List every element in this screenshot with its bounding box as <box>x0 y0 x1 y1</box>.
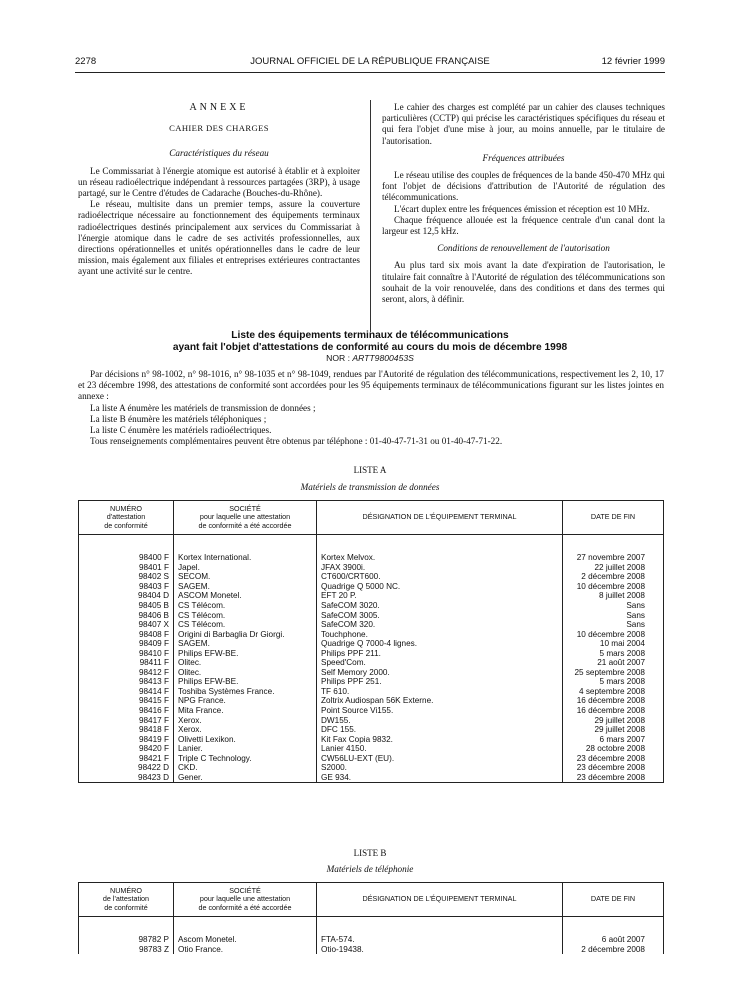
column-header-date: DATE DE FIN <box>563 883 664 917</box>
cell-numero: 98405 B <box>79 601 174 611</box>
liste-a-subheading: Matériels de transmission de données <box>300 482 440 492</box>
cell-date: 6 mars 2007 <box>563 735 664 745</box>
table-row <box>79 639 664 649</box>
cell-designation: Otio-19438. <box>317 945 563 955</box>
cell-numero: 98410 F <box>79 649 174 659</box>
cell-date: 2 décembre 2008 <box>563 572 664 582</box>
cell-societe: NPG France. <box>174 696 317 706</box>
cell-societe: Philips EFW-BE. <box>174 677 317 687</box>
column-header-numero: NUMÉRO d'attestation de conformité <box>79 501 174 535</box>
table-row <box>79 591 664 601</box>
cell-societe: CS Télécom. <box>174 601 317 611</box>
cell-numero: 98407 X <box>79 620 174 630</box>
cell-numero: 98420 F <box>79 744 174 754</box>
cell-societe: CKD. <box>174 763 317 773</box>
paragraph: Tous renseignements complémentaires peuvent être obtenus par téléphone : 01-40-47-71-31 ou 01-40-47-71-22. <box>90 436 503 447</box>
column-header-societe: SOCIÉTÉ pour laquelle une attestation de conformité a été accordée <box>174 883 317 917</box>
table-row <box>79 572 664 582</box>
cell-societe: Olitec. <box>174 668 317 678</box>
annexe-left-column <box>78 102 360 278</box>
cell-societe: Olivetti Lexikon. <box>174 735 317 745</box>
liste-a-table <box>78 500 664 783</box>
cell-date: Sans <box>563 611 664 621</box>
cell-date: 27 novembre 2007 <box>563 553 664 563</box>
cell-date: 23 décembre 2008 <box>563 763 664 773</box>
paragraph: La liste C énumère les matériels radioélectriques. <box>90 425 272 436</box>
cell-societe: Ascom Monetel. <box>174 935 317 945</box>
table-row <box>79 649 664 659</box>
cell-societe: Kortex International. <box>174 553 317 563</box>
cell-numero: 98412 F <box>79 668 174 678</box>
cell-societe: Mita France. <box>174 706 317 716</box>
annexe-right-column <box>382 102 665 305</box>
liste-b-table <box>78 882 664 954</box>
cell-date: 29 juillet 2008 <box>563 725 664 735</box>
table-row <box>79 620 664 630</box>
table-row <box>79 696 664 706</box>
cell-date: 5 mars 2008 <box>563 677 664 687</box>
cell-numero: 98418 F <box>79 725 174 735</box>
cell-numero: 98400 F <box>79 553 174 563</box>
cell-societe: SAGEM. <box>174 639 317 649</box>
column-header-societe: SOCIÉTÉ pour laquelle une attestation de conformité a été accordée <box>174 501 317 535</box>
cell-date: 10 décembre 2008 <box>563 630 664 640</box>
column-divider <box>370 100 371 332</box>
cell-designation: Philips PPF 251. <box>317 677 563 687</box>
table-row <box>79 611 664 621</box>
table-row <box>79 630 664 640</box>
cell-numero: 98413 F <box>79 677 174 687</box>
annexe-title: ANNEXE <box>189 102 249 113</box>
liste-b-subheading: Matériels de téléphonie <box>326 864 414 874</box>
cell-designation: DW155. <box>317 716 563 726</box>
table-row <box>79 945 664 955</box>
nor-label: NOR : <box>326 353 350 363</box>
cell-societe: Xerox. <box>174 716 317 726</box>
table-row <box>79 687 664 697</box>
section-heading: Caractéristiques du réseau <box>169 148 269 159</box>
cell-societe: Otio France. <box>174 945 317 955</box>
cell-societe: Japel. <box>174 563 317 573</box>
cell-numero: 98783 Z <box>79 945 174 955</box>
cell-designation: EFT 20 P. <box>317 591 563 601</box>
cell-date: 28 octobre 2008 <box>563 744 664 754</box>
cell-numero: 98422 D <box>79 763 174 773</box>
cell-designation: TF 610. <box>317 687 563 697</box>
annexe-subtitle: CAHIER DES CHARGES <box>169 123 269 134</box>
cell-numero: 98416 F <box>79 706 174 716</box>
cell-date: 10 décembre 2008 <box>563 582 664 592</box>
cell-numero: 98414 F <box>79 687 174 697</box>
table-row <box>79 553 664 563</box>
cell-designation: Self Memory 2000. <box>317 668 563 678</box>
cell-designation: Point Source Vi155. <box>317 706 563 716</box>
table-row <box>79 744 664 754</box>
cell-designation: Quadrige Q 7000-4 lignes. <box>317 639 563 649</box>
liste-title-line1: Liste des équipements terminaux de télécommunications <box>231 330 509 341</box>
cell-societe: Philips EFW-BE. <box>174 649 317 659</box>
cell-societe: SAGEM. <box>174 582 317 592</box>
page-header <box>75 56 665 70</box>
table-row <box>79 668 664 678</box>
table-header-row <box>79 501 664 535</box>
cell-date: 22 juillet 2008 <box>563 563 664 573</box>
cell-societe: Lanier. <box>174 744 317 754</box>
cell-designation: SafeCOM 3020. <box>317 601 563 611</box>
cell-designation: CW56LU-EXT (EU). <box>317 754 563 764</box>
table-header-row <box>79 883 664 917</box>
cell-numero: 98402 S <box>79 572 174 582</box>
paragraph: Le réseau utilise des couples de fréquences de la bande 450-470 MHz qui font l'objet de décisions d'attribution de l'Autorité de régulation des télécommunications. <box>382 170 665 203</box>
paragraph: La liste A énumère les matériels de transmission de données ; <box>90 402 316 413</box>
section-heading: Fréquences attribuées <box>482 152 565 163</box>
paragraph: La liste B énumère les matériels téléphoniques ; <box>90 413 267 424</box>
cell-designation: Philips PPF 211. <box>317 649 563 659</box>
table-row <box>79 563 664 573</box>
cell-designation: Quadrige Q 5000 NC. <box>317 582 563 592</box>
cell-date: 6 août 2007 <box>563 935 664 945</box>
paragraph: Le réseau, multisite dans un premier temps, assure la couverture radioélectrique nécessaire au fonctionnement des équipements terminaux radioélectriques destinés principalement aux services du Commissariat à l'énergie atomique dans le cadre de ses activités professionnelles, aux directions opérationnelles et unités opérationnelles dans le cadre de leur mission, mais également aux filiales et entreprises extérieures contractantes ayant une activité sur le centre. <box>78 199 360 277</box>
paragraph: Par décisions n° 98-1002, n° 98-1016, n° 98-1035 et n° 98-1049, rendues par l'Autorité de régulation des télécommunications, respectivement les 2, 10, 17 et 23 décembre 1998, des attestations de conformité sont accordées pour les 95 équipements terminaux de télécommunications figurant sur les listes jointes en annexe : <box>78 369 664 402</box>
cell-societe: Toshiba Systèmes France. <box>174 687 317 697</box>
cell-date: 16 décembre 2008 <box>563 696 664 706</box>
cell-societe: Triple C Technology. <box>174 754 317 764</box>
cell-societe: Origini di Barbaglia Dr Giorgi. <box>174 630 317 640</box>
cell-date: Sans <box>563 620 664 630</box>
cell-numero: 98423 D <box>79 773 174 783</box>
table-spacer-row <box>79 917 664 936</box>
cell-numero: 98408 F <box>79 630 174 640</box>
cell-numero: 98404 D <box>79 591 174 601</box>
column-header-designation: DÉSIGNATION DE L'ÉQUIPEMENT TERMINAL <box>317 883 563 917</box>
page-number: 2278 <box>75 56 97 67</box>
paragraph: Le cahier des charges est complété par un cahier des clauses techniques particulières (CCTP) qui précise les caractéristiques spécifiques du réseau et qui fera l'objet d'une mise à jour, au moins annuelle, par le titulaire de l'autorisation. <box>382 102 665 146</box>
cell-date: 10 mai 2004 <box>563 639 664 649</box>
cell-designation: Kit Fax Copia 9832. <box>317 735 563 745</box>
table-row <box>79 754 664 764</box>
paragraph: Au plus tard six mois avant la date d'expiration de l'autorisation, le titulaire fait connaître à l'Autorité de régulation des télécommunications son souhait de la voir renouvelée, dans des conditions et dans des termes qui seront, alors, à définir. <box>382 260 665 305</box>
section-heading: Conditions de renouvellement de l'autorisation <box>437 243 610 254</box>
nor-reference <box>75 353 665 363</box>
cell-date: 23 décembre 2008 <box>563 754 664 764</box>
column-header-numero: NUMÉRO de l'attestation de conformité <box>79 883 174 917</box>
paragraph: L'écart duplex entre les fréquences émission et réception est 10 MHz. <box>394 203 650 214</box>
cell-designation: SafeCOM 320. <box>317 620 563 630</box>
table-row <box>79 582 664 592</box>
cell-designation: Kortex Melvox. <box>317 553 563 563</box>
cell-date: 2 décembre 2008 <box>563 945 664 955</box>
table-row <box>79 601 664 611</box>
cell-societe: CS Télécom. <box>174 611 317 621</box>
cell-numero: 98403 F <box>79 582 174 592</box>
cell-designation: S2000. <box>317 763 563 773</box>
cell-designation: JFAX 3900i. <box>317 563 563 573</box>
cell-designation: Touchphone. <box>317 630 563 640</box>
table-spacer-row <box>79 535 664 554</box>
table-row <box>79 735 664 745</box>
cell-date: 23 décembre 2008 <box>563 773 664 783</box>
cell-date: Sans <box>563 601 664 611</box>
table-row <box>79 677 664 687</box>
table-row <box>79 773 664 783</box>
cell-designation: FTA-574. <box>317 935 563 945</box>
journal-title: JOURNAL OFFICIEL DE LA RÉPUBLIQUE FRANÇAISE <box>250 56 490 67</box>
cell-designation: DFC 155. <box>317 725 563 735</box>
table-row <box>79 935 664 945</box>
liste-title-line2: ayant fait l'objet d'attestations de conformité au cours du mois de décembre 1998 <box>172 341 568 353</box>
cell-numero: 98419 F <box>79 735 174 745</box>
cell-designation: CT600/CRT600. <box>317 572 563 582</box>
cell-numero: 98411 F <box>79 658 174 668</box>
liste-b-body <box>79 917 664 955</box>
table-row <box>79 725 664 735</box>
cell-designation: Speed'Com. <box>317 658 563 668</box>
cell-date: 16 décembre 2008 <box>563 706 664 716</box>
cell-numero: 98782 P <box>79 935 174 945</box>
cell-date: 21 août 2007 <box>563 658 664 668</box>
cell-numero: 98415 F <box>79 696 174 706</box>
liste-a-body <box>79 535 664 783</box>
paragraph: Chaque fréquence allouée est la fréquence centrale d'un canal dont la largeur est 12,5 kHz. <box>382 214 665 237</box>
cell-numero: 98421 F <box>79 754 174 764</box>
cell-societe: SECOM. <box>174 572 317 582</box>
nor-value: ARTT9800453S <box>352 353 414 363</box>
cell-numero: 98406 B <box>79 611 174 621</box>
cell-societe: Gener. <box>174 773 317 783</box>
paragraph: Le Commissariat à l'énergie atomique est autorisé à établir et à exploiter un réseau radioélectrique indépendant à ressources partagées (3RP), à usage partagé, sur le Centre d'études de Cadarache (Bouches-du-Rhône). <box>78 165 360 199</box>
cell-date: 4 septembre 2008 <box>563 687 664 697</box>
liste-intro <box>78 369 664 447</box>
cell-societe: Xerox. <box>174 725 317 735</box>
table-row <box>79 716 664 726</box>
table-row <box>79 763 664 773</box>
cell-societe: ASCOM Monetel. <box>174 591 317 601</box>
cell-date: 8 juillet 2008 <box>563 591 664 601</box>
cell-designation: SafeCOM 3005. <box>317 611 563 621</box>
table-row <box>79 658 664 668</box>
cell-numero: 98409 F <box>79 639 174 649</box>
cell-designation: Lanier 4150. <box>317 744 563 754</box>
cell-designation: GE 934. <box>317 773 563 783</box>
header-rule <box>75 72 665 73</box>
cell-date: 5 mars 2008 <box>563 649 664 659</box>
liste-b-heading: LISTE B <box>353 848 387 858</box>
liste-a-heading: LISTE A <box>353 465 387 475</box>
cell-designation: Zoltrix Audiospan 56K Externe. <box>317 696 563 706</box>
cell-societe: CS Télécom. <box>174 620 317 630</box>
cell-societe: Olitec. <box>174 658 317 668</box>
cell-date: 29 juillet 2008 <box>563 716 664 726</box>
table-row <box>79 706 664 716</box>
issue-date: 12 février 1999 <box>601 56 665 67</box>
liste-title <box>75 330 665 353</box>
column-header-designation: DÉSIGNATION DE L'ÉQUIPEMENT TERMINAL <box>317 501 563 535</box>
cell-numero: 98417 F <box>79 716 174 726</box>
column-header-date: DATE DE FIN <box>563 501 664 535</box>
cell-numero: 98401 F <box>79 563 174 573</box>
cell-date: 25 septembre 2008 <box>563 668 664 678</box>
